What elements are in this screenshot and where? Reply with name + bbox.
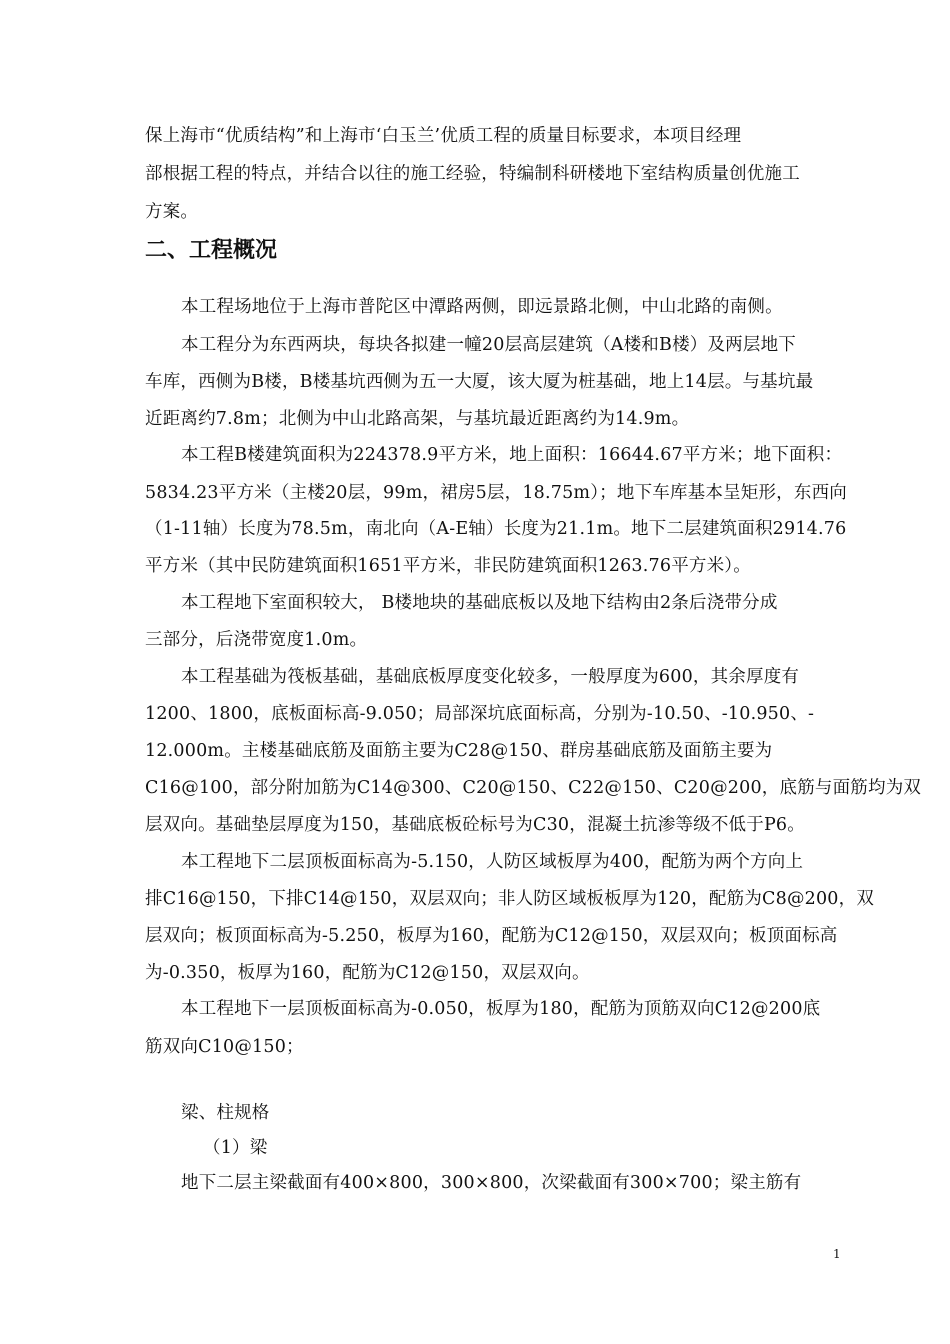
paragraph-line: 12.000m。主楼基础底筋及面筋主要为C28@150、群房基础底筋及面筋主要为 <box>145 741 773 761</box>
paragraph-line: 本工程地下一层顶板面标高为-0.050，板厚为180，配筋为顶筋双向C12@200底 <box>181 999 821 1019</box>
subsection-heading: 梁、柱规格 <box>181 1103 270 1123</box>
beam-heading: （1）梁 <box>203 1138 268 1158</box>
paragraph-line: 层双向。基础垫层厚度为150，基础底板砼标号为C30，混凝土抗渗等级不低于P6。 <box>145 815 805 835</box>
paragraph-line: 平方米（其中民防建筑面积1651平方米，非民防建筑面积1263.76平方米）。 <box>145 556 751 576</box>
paragraph-line: 本工程分为东西两块，每块各拟建一幢20层高层建筑（A楼和B楼）及两层地下 <box>181 335 796 355</box>
page-number: 1 <box>833 1247 841 1261</box>
paragraph-line: 本工程地下二层顶板面标高为-5.150，人防区域板厚为400，配筋为两个方向上 <box>181 852 804 872</box>
paragraph-line: 地下二层主梁截面有400×800，300×800，次梁截面有300×700；梁主筋有 <box>181 1173 802 1193</box>
paragraph-line: 为-0.350，板厚为160，配筋为C12@150，双层双向。 <box>145 963 590 983</box>
paragraph-line: 层双向；板顶面标高为-5.250，板厚为160，配筋为C12@150，双层双向；板顶面标高 <box>145 926 838 946</box>
paragraph-line: 1200、1800，底板面标高-9.050；局部深坑底面标高，分别为-10.50、-10.950、- <box>145 704 815 724</box>
paragraph-line: 方案。 <box>145 202 199 222</box>
paragraph-line: 保上海市“优质结构”和上海市‘白玉兰’优质工程的质量目标要求，本项目经理 <box>145 126 742 146</box>
paragraph-line: 本工程基础为筏板基础，基础底板厚度变化较多，一般厚度为600，其余厚度有 <box>181 667 800 687</box>
paragraph-line: 车库，西侧为B楼，B楼基坑西侧为五一大厦，该大厦为桩基础，地上14层。与基坑最 <box>145 372 814 392</box>
paragraph-line: 排C16@150，下排C14@150，双层双向；非人防区域板板厚为120，配筋为C8@200，双 <box>145 889 875 909</box>
paragraph-line: 本工程地下室面积较大， B楼地块的基础底板以及地下结构由2条后浇带分成 <box>181 593 778 613</box>
paragraph-line: 部根据工程的特点，并结合以往的施工经验，特编制科研楼地下室结构质量创优施工 <box>145 164 800 184</box>
paragraph-line: 三部分，后浇带宽度1.0m。 <box>145 630 368 650</box>
paragraph-line: （1-11轴）长度为78.5m，南北向（A-E轴）长度为21.1m。地下二层建筑面积2914.76 <box>145 519 847 539</box>
paragraph-line: 本工程B楼建筑面积为224378.9平方米，地上面积：16644.67平方米；地下面积： <box>181 445 843 465</box>
section-heading: 二、工程概况 <box>145 238 278 263</box>
paragraph-line: 5834.23平方米（主楼20层，99m，裙房5层，18.75m）；地下车库基本呈矩形，东西向 <box>145 483 847 503</box>
paragraph-line: 筋双向C10@150； <box>145 1037 304 1057</box>
paragraph-line: C16@100，部分附加筋为C14@300、C20@150、C22@150、C20@200，底筋与面筋均为双 <box>145 778 922 798</box>
paragraph-line: 本工程场地位于上海市普陀区中潭路两侧，即远景路北侧，中山北路的南侧。 <box>181 297 783 317</box>
paragraph-line: 近距离约7.8m；北侧为中山北路高架，与基坑最近距离约为14.9m。 <box>145 409 690 429</box>
